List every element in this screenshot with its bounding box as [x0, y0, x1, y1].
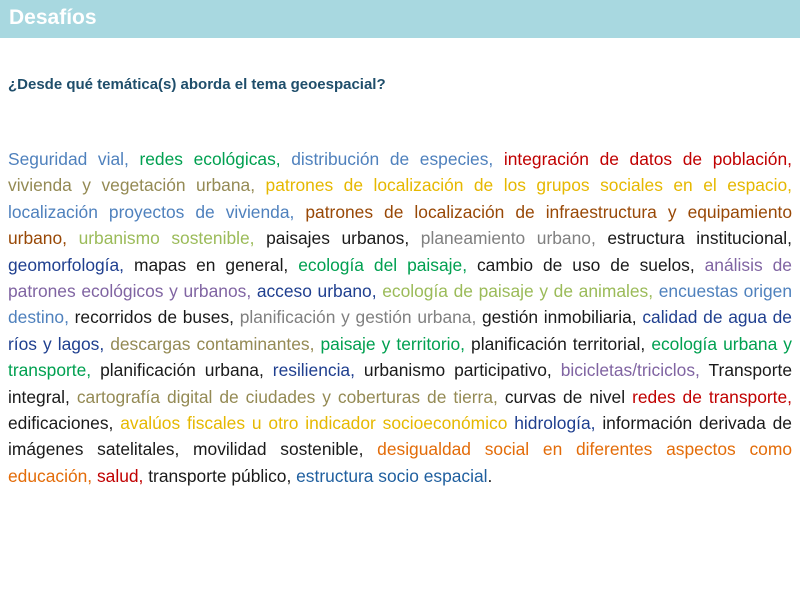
topic-term: curvas de nivel — [504, 386, 626, 407]
topic-term: estructura socio espacial — [296, 465, 488, 486]
topic-term: estructura institucional, — [607, 228, 792, 249]
topic-term: planificación territorial, — [471, 333, 646, 354]
topic-term: geomorfología, — [8, 254, 125, 275]
topic-term: ecología del paisaje, — [298, 254, 468, 275]
topic-term: urbanismo sostenible, — [78, 228, 255, 249]
topic-term: localización proyectos de vivienda, — [8, 201, 295, 222]
topic-term: patrones de localización de los grupos sociales en el espacio, — [265, 175, 792, 196]
topic-term: vivienda y vegetación urbana, — [8, 175, 256, 196]
topic-term: avalúos fiscales u otro indicador socioeconómico — [120, 413, 508, 434]
topic-term: redes de transporte, — [632, 386, 792, 407]
topic-term: planificación y gestión urbana, — [239, 307, 477, 328]
topic-term: ecología de paisaje y de animales, — [382, 281, 654, 302]
topic-term: urbanismo participativo, — [363, 360, 552, 381]
topic-term: integración de datos de población, — [503, 149, 792, 169]
topic-term: paisajes urbanos, — [266, 228, 410, 249]
topic-term: acceso urbano, — [256, 281, 377, 302]
topic-term: ecología urbana y transporte, — [8, 333, 792, 381]
topic-term: Transporte integral, — [8, 360, 792, 407]
question-text: ¿Desde qué temática(s) aborda el tema geoespacial? — [8, 76, 386, 93]
topic-term: información derivada de imágenes satelitales, movilidad sostenible, — [8, 413, 792, 460]
topic-term: calidad de agua de ríos y lagos, — [8, 307, 792, 354]
topic-term: descargas contaminantes, — [110, 333, 315, 354]
topic-term: desigualdad social en diferentes aspectos como educación, — [8, 439, 792, 486]
topic-term: cambio de uso de suelos, — [476, 254, 695, 275]
topic-term: Seguridad vial, — [8, 149, 129, 169]
topic-term: edificaciones, — [8, 413, 114, 434]
topic-term: mapas en general, — [133, 254, 289, 275]
topic-term: recorridos de buses, — [74, 307, 234, 328]
topic-term: análisis de patrones ecológicos y urbanos, — [8, 254, 792, 302]
topic-term: redes ecológicas, — [139, 149, 281, 169]
topic-term: planificación urbana, — [100, 360, 264, 381]
topic-term: distribución de especies, — [291, 149, 494, 169]
topic-term: paisaje y territorio, — [320, 333, 465, 354]
topic-term: encuestas origen destino, — [8, 281, 793, 328]
header-bar — [0, 0, 800, 38]
topic-term: salud, — [96, 465, 144, 486]
topic-term: transporte público, — [148, 465, 292, 486]
topic-term: resiliencia, — [272, 360, 355, 381]
topics-paragraph — [8, 146, 792, 489]
topic-term: hidrología, — [514, 413, 596, 434]
page-title: Desafíos — [9, 6, 97, 29]
topic-term: gestión inmobiliaria, — [482, 307, 637, 328]
topic-term: patrones de localización de infraestructura y equipamiento urbano, — [8, 201, 792, 249]
topic-term: . — [487, 465, 493, 486]
topic-term: planeamiento urbano, — [420, 228, 596, 249]
topic-term: cartografía digital de ciudades y coberturas de tierra, — [76, 386, 498, 407]
topic-term: bicicletas/triciclos, — [560, 360, 700, 381]
